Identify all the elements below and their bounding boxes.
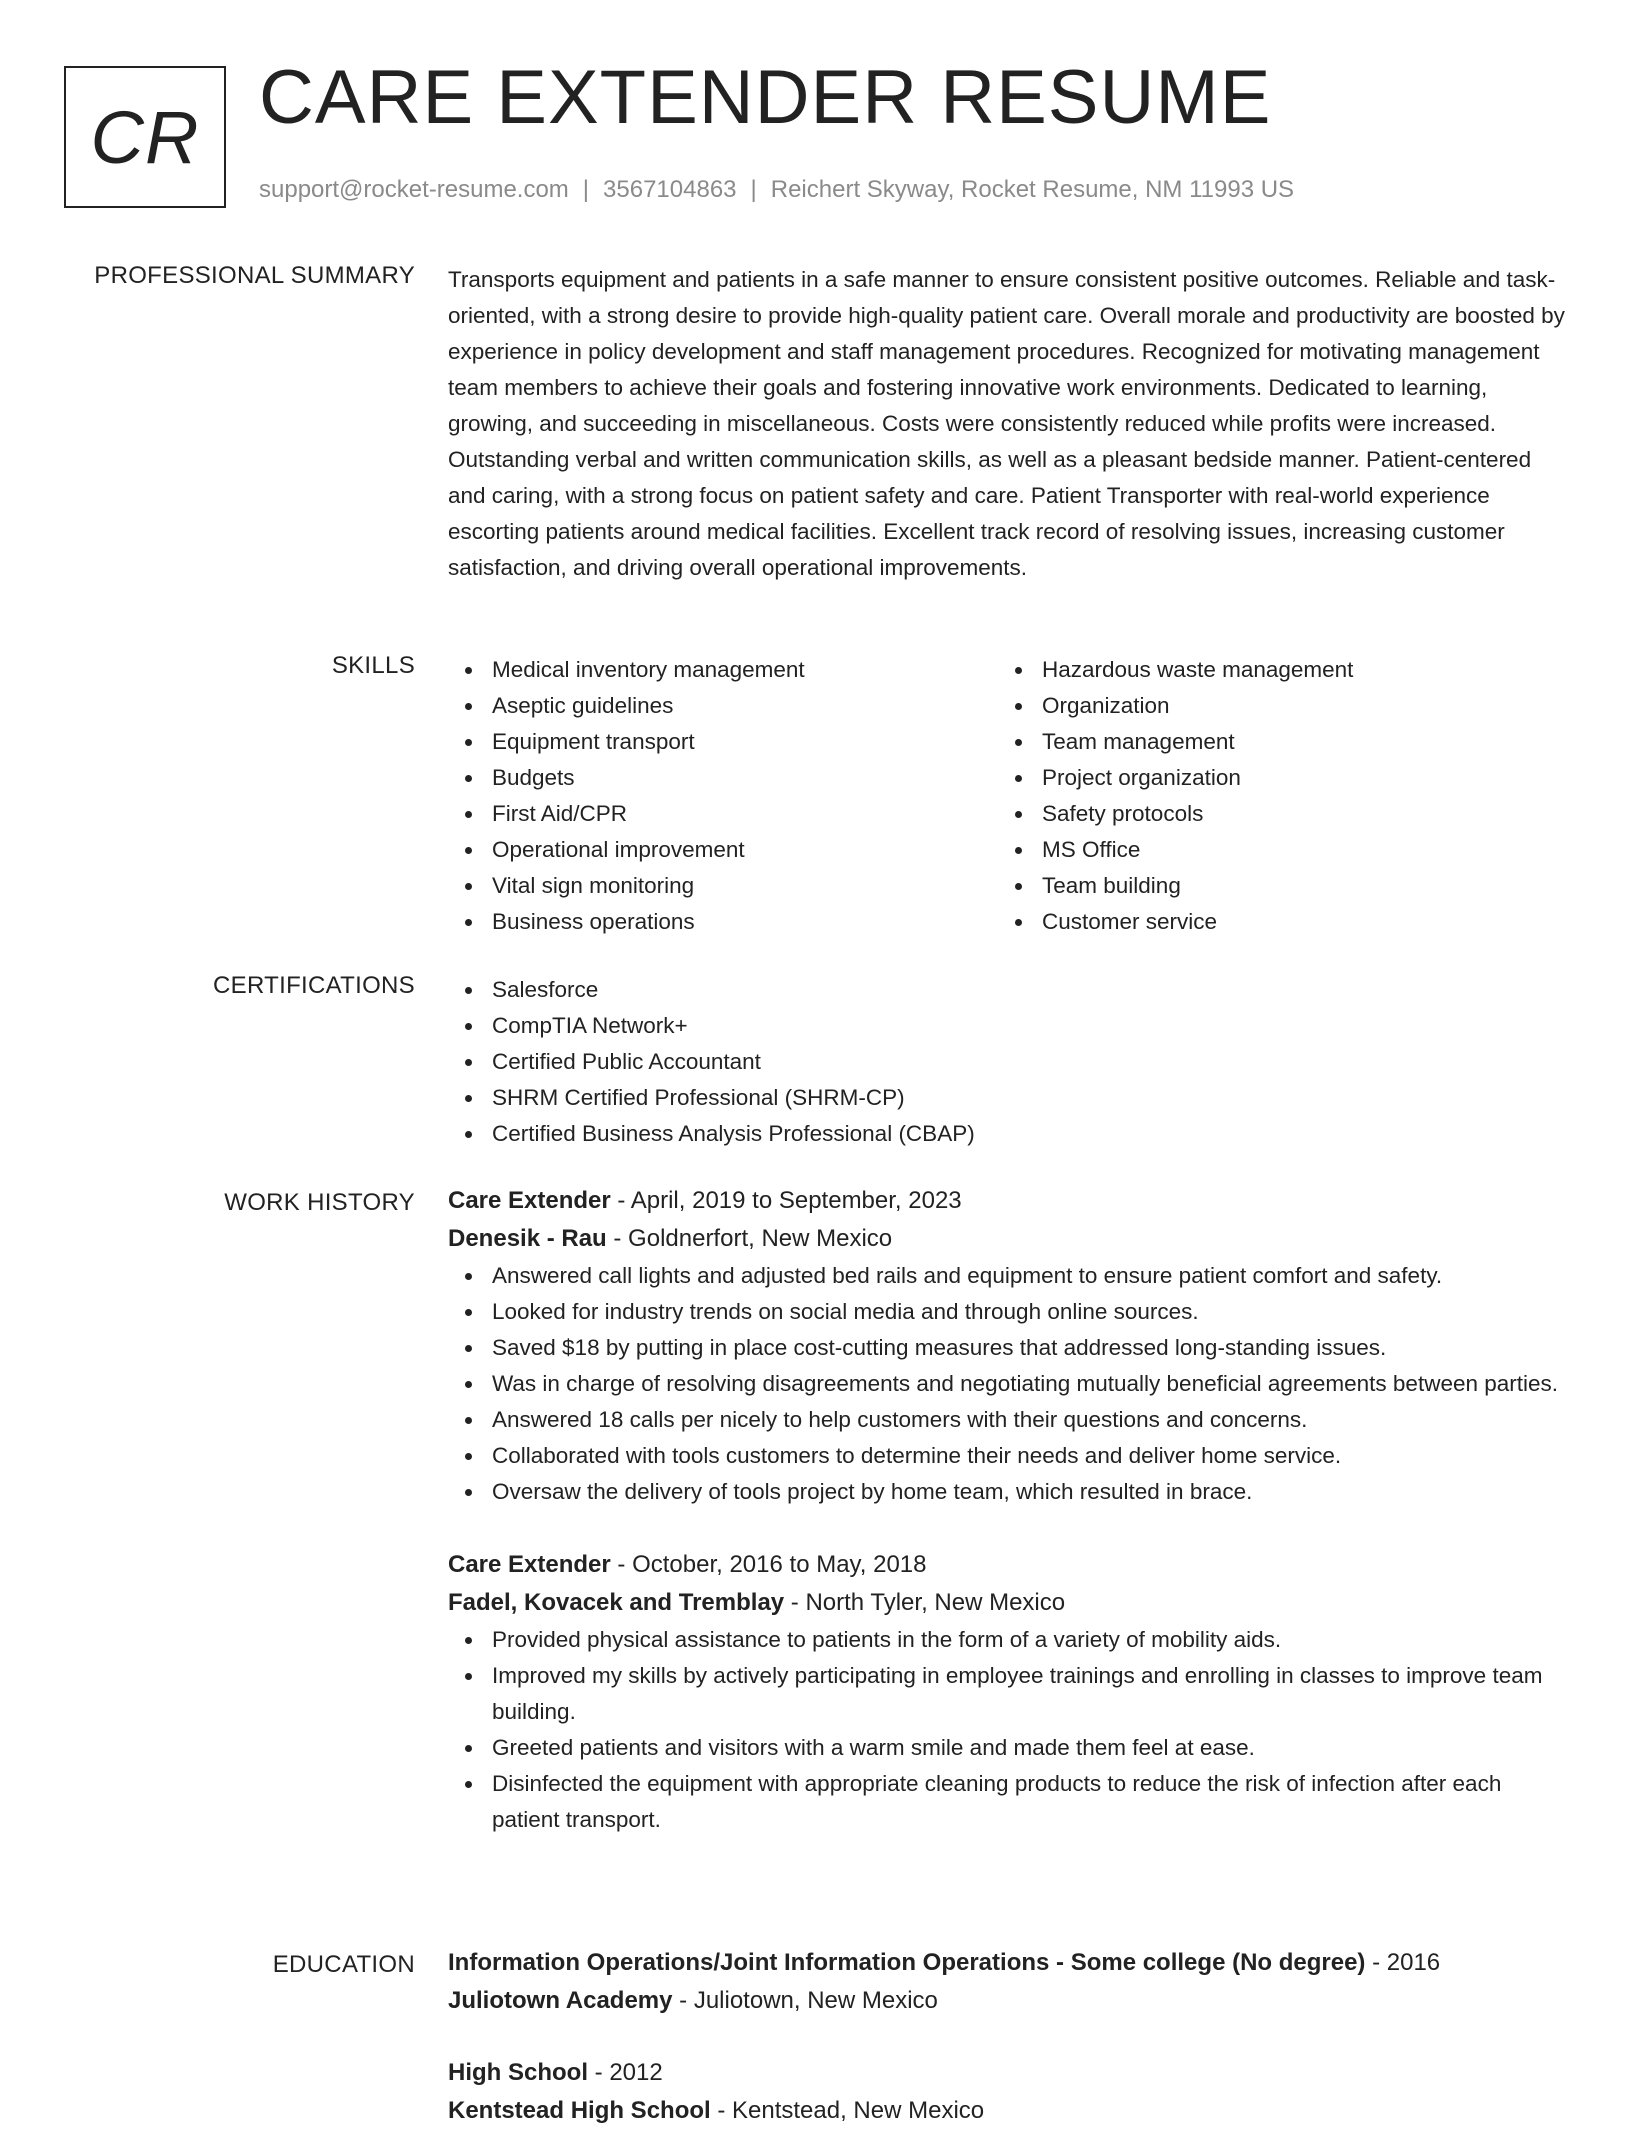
job-entry (448, 1182, 1570, 1510)
certification-item: Certified Public Accountant (448, 1044, 1570, 1080)
education-school: Juliotown Academy (448, 1987, 673, 2014)
education-heading: EDUCATION (272, 1951, 415, 1978)
contact-separator: | (750, 176, 757, 203)
certification-item: CompTIA Network+ (448, 1008, 1570, 1044)
education-year: - 2012 (588, 2059, 663, 2086)
certification-item: SHRM Certified Professional (SHRM-CP) (448, 1080, 1570, 1116)
job-bullet: Looked for industry trends on social media and through online sources. (448, 1294, 1570, 1330)
certifications-body (448, 972, 1570, 1152)
job-bullet: Collaborated with tools customers to determine their needs and deliver home service. (448, 1438, 1570, 1474)
job-dates: - April, 2019 to September, 2023 (610, 1187, 962, 1214)
contact-address: Reichert Skyway, Rocket Resume, NM 11993 US (770, 176, 1295, 203)
job-bullet: Was in charge of resolving disagreements and negotiating mutually beneficial agreements between parties. (448, 1366, 1570, 1402)
skill-item: Equipment transport (448, 724, 998, 760)
education-school: Kentstead High School (448, 2097, 711, 2124)
skill-item: Hazardous waste management (998, 652, 1548, 688)
job-dates: - October, 2016 to May, 2018 (610, 1551, 927, 1578)
education-degree-line (448, 2054, 1570, 2092)
education-degree: Information Operations/Joint Information Operations - Some college (No degree) (448, 1949, 1366, 1976)
contact-email[interactable]: support@rocket-resume.com (259, 176, 569, 203)
certification-item: Certified Business Analysis Professional (CBAP) (448, 1116, 1570, 1152)
skill-item: Business operations (448, 904, 998, 940)
education-school-line (448, 1982, 1570, 2020)
job-bullet: Greeted patients and visitors with a warm smile and made them feel at ease. (448, 1730, 1570, 1766)
page-title: CARE EXTENDER RESUME (259, 55, 1272, 140)
skills-heading: SKILLS (331, 652, 415, 679)
work-history-heading: WORK HISTORY (224, 1189, 415, 1216)
job-company: Fadel, Kovacek and Tremblay (448, 1589, 785, 1616)
job-title-line (448, 1182, 1570, 1220)
summary-heading: PROFESSIONAL SUMMARY (94, 262, 415, 289)
job-location: - Goldnerfort, New Mexico (606, 1225, 893, 1252)
skills-body (448, 652, 1570, 940)
summary-text: Transports equipment and patients in a safe manner to ensure consistent positive outcomes. Reliable and task-oriented, with a strong desire to provide high-quality patient care. Overall morale and productivity are boosted by experience in policy development and staff management procedures. Recognized for motivating management team members to achieve their goals and fostering innovative work environments. Dedicated to learning, growing, and succeeding in miscellaneous. Costs were consistently reduced while profits were increased. Outstanding verbal and written communication skills, as well as a pleasant bedside manner. Patient-centered and caring, with a strong focus on patient safety and care. Patient Transporter with real-world experience escorting patients around medical facilities. Excellent track record of resolving issues, increasing customer satisfaction, and driving overall operational improvements. (448, 267, 1565, 580)
job-bullet: Improved my skills by actively participating in employee trainings and enrolling in classes to improve team building. (448, 1658, 1570, 1730)
education-location: - Kentstead, New Mexico (710, 2097, 985, 2124)
job-title: Care Extender (448, 1551, 611, 1578)
summary-body (448, 262, 1570, 586)
work-history-body (448, 1182, 1570, 1838)
education-year: - 2016 (1365, 1949, 1441, 1976)
job-title-line (448, 1546, 1570, 1584)
education-entry (448, 2054, 1570, 2130)
job-company-line (448, 1220, 1570, 1258)
job-bullet: Saved $18 by putting in place cost-cutting measures that addressed long-standing issues. (448, 1330, 1570, 1366)
skills-list-left (448, 652, 998, 940)
contact-separator: | (582, 176, 590, 203)
skill-item: Safety protocols (998, 796, 1548, 832)
skill-item: Aseptic guidelines (448, 688, 998, 724)
job-entry (448, 1546, 1570, 1838)
education-school-line (448, 2092, 1570, 2130)
skill-item: Organization (998, 688, 1548, 724)
job-bullet-list (448, 1258, 1570, 1510)
education-degree: High School (448, 2059, 588, 2086)
job-company-line (448, 1584, 1570, 1622)
job-bullet: Answered call lights and adjusted bed rails and equipment to ensure patient comfort and safety. (448, 1258, 1570, 1294)
skill-item: Team management (998, 724, 1548, 760)
job-title: Care Extender (448, 1187, 611, 1214)
job-location: - North Tyler, New Mexico (784, 1589, 1066, 1616)
skill-item: Project organization (998, 760, 1548, 796)
skill-item: MS Office (998, 832, 1548, 868)
job-company: Denesik - Rau (448, 1225, 607, 1252)
skills-list-right (998, 652, 1548, 940)
skill-item: Operational improvement (448, 832, 998, 868)
education-location: - Juliotown, New Mexico (672, 1987, 938, 2014)
education-degree-line (448, 1944, 1570, 1982)
job-bullet: Answered 18 calls per nicely to help customers with their questions and concerns. (448, 1402, 1570, 1438)
skill-item: First Aid/CPR (448, 796, 998, 832)
job-bullet: Provided physical assistance to patients in the form of a variety of mobility aids. (448, 1622, 1570, 1658)
contact-line (259, 176, 1294, 204)
job-bullet: Disinfected the equipment with appropriate cleaning products to reduce the risk of infection after each patient transport. (448, 1766, 1570, 1838)
certifications-list (448, 972, 1570, 1152)
job-bullet-list (448, 1622, 1570, 1838)
skill-item: Customer service (998, 904, 1548, 940)
skill-item: Vital sign monitoring (448, 868, 998, 904)
education-body (448, 1944, 1570, 2130)
job-bullet: Oversaw the delivery of tools project by home team, which resulted in brace. (448, 1474, 1570, 1510)
monogram-logo: CR (64, 66, 226, 208)
skill-item: Team building (998, 868, 1548, 904)
certification-item: Salesforce (448, 972, 1570, 1008)
contact-phone[interactable]: 3567104863 (603, 176, 737, 203)
skill-item: Budgets (448, 760, 998, 796)
skill-item: Medical inventory management (448, 652, 998, 688)
education-entry (448, 1944, 1570, 2020)
certifications-heading: CERTIFICATIONS (213, 972, 415, 999)
